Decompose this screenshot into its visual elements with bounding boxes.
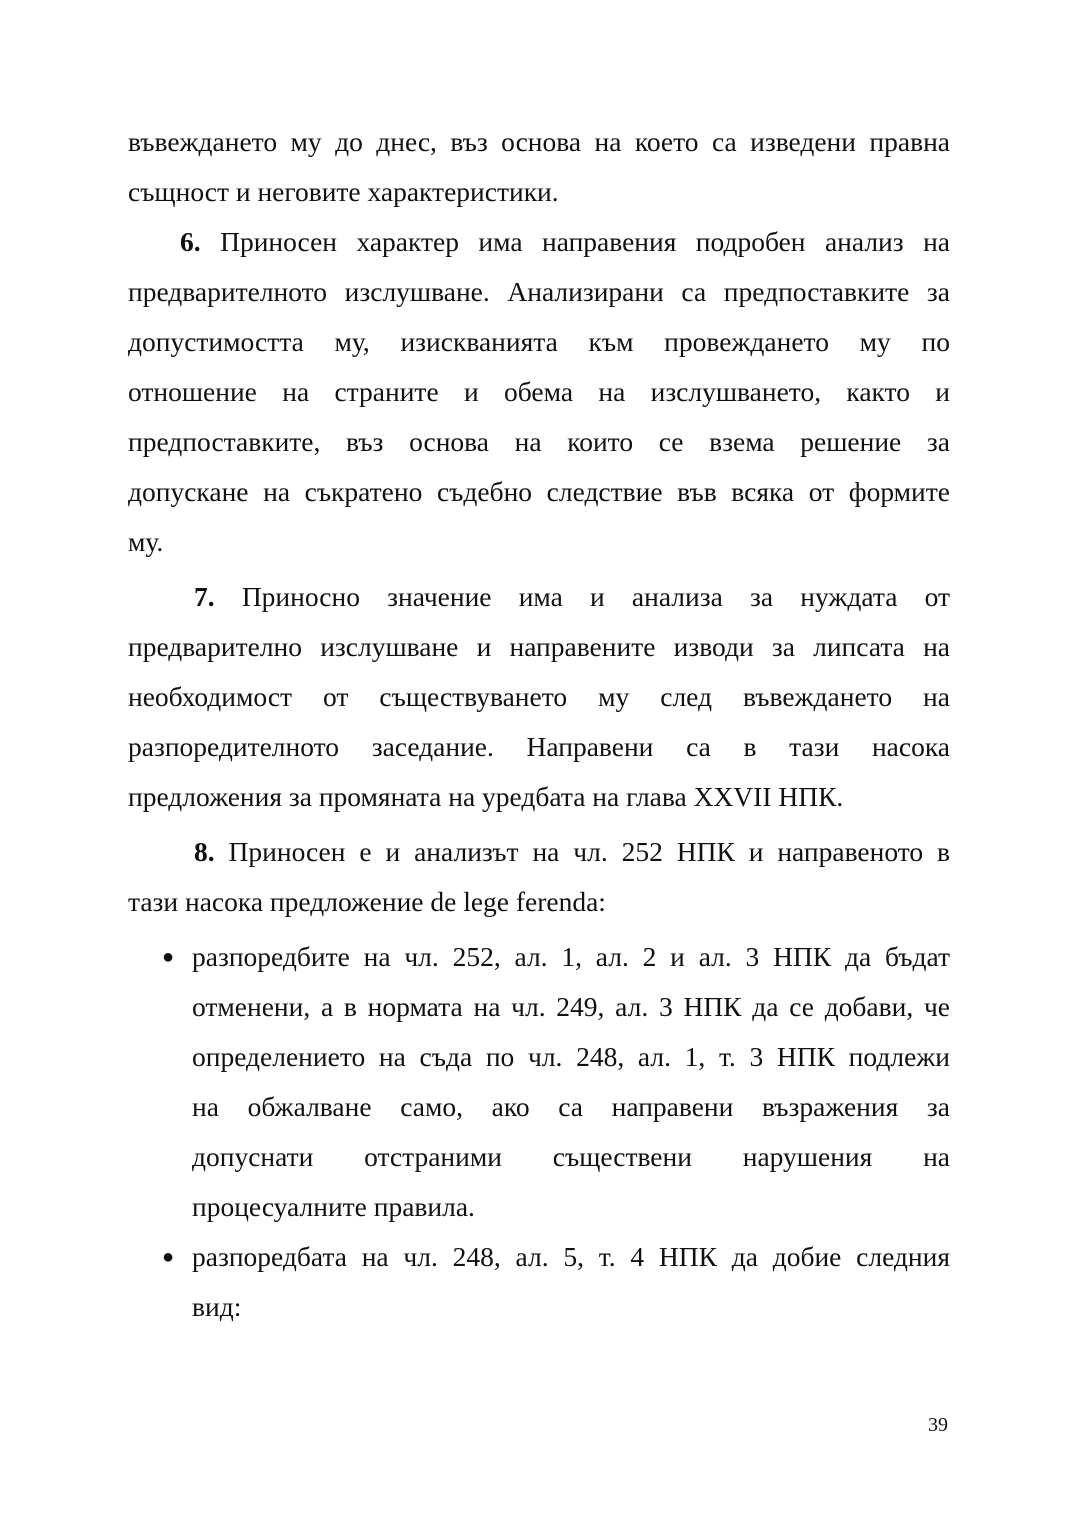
text-line: разпоредбата на чл. 248, ал. 5, т. 4 НПК да добие следния — [192, 1241, 950, 1272]
text-line: отношение на страните и обема на изслушването, както и — [128, 376, 950, 407]
text-line: допустимостта му, изискванията към провеждането му по — [128, 326, 950, 357]
item-number: 7. — [194, 581, 215, 612]
bullet-list-item — [128, 1232, 950, 1332]
text-line: вид: — [192, 1291, 242, 1322]
text-line — [128, 217, 950, 267]
text-line — [128, 572, 950, 622]
text-line: допускане на съкратено съдебно следствие във всяка от формите — [128, 476, 950, 507]
text-line: предварителното изслушване. Анализирани са предпоставките за — [128, 276, 950, 307]
contribution-item-6 — [128, 217, 950, 567]
text-line: на обжалване само, ако са направени възражения за — [192, 1091, 950, 1122]
text-line: предпоставките, въз основа на които се взема решение за — [128, 426, 950, 457]
text-line: определението на съда по чл. 248, ал. 1, т. 3 НПК подлежи — [192, 1041, 950, 1072]
text-line: процесуалните правила. — [192, 1191, 475, 1222]
contribution-item-8 — [128, 827, 950, 927]
text-line: въвеждането му до днес, въз основа на което са изведени правна — [128, 126, 950, 157]
item-number: 6. — [180, 226, 201, 257]
document-page — [128, 117, 950, 1332]
item-text: Приносен характер има направения подробен анализ на — [220, 226, 951, 257]
item-text: Приносно значение има и анализа за нуждата от — [241, 581, 950, 612]
contribution-item-7 — [128, 572, 950, 822]
item-number: 8. — [194, 836, 215, 867]
text-line: му. — [128, 526, 164, 557]
page-number: 39 — [928, 1414, 948, 1436]
text-line: тази насока предложение de lege ferenda: — [128, 886, 606, 917]
intro-paragraph — [128, 117, 950, 217]
text-line: предложения за промяната на уредбата на глава XXVII НПК. — [128, 781, 844, 812]
bullet-icon: ● — [162, 1246, 175, 1268]
text-line: допуснати отстраними съществени нарушения на — [192, 1141, 950, 1172]
text-line: предварително изслушване и направените изводи за липсата на — [128, 631, 950, 662]
item-text: Приносен е и анализът на чл. 252 НПК и направеното в — [228, 836, 950, 867]
text-line: необходимост от съществуването му след въвеждането на — [128, 681, 950, 712]
text-line: същност и неговите характеристики. — [128, 176, 559, 207]
text-line: разпоредбите на чл. 252, ал. 1, ал. 2 и ал. 3 НПК да бъдат — [192, 941, 950, 972]
text-line: разпоредителното заседание. Направени са в тази насока — [128, 731, 950, 762]
text-line: отменени, а в нормата на чл. 249, ал. 3 НПК да се добави, че — [192, 991, 950, 1022]
text-line — [128, 827, 950, 877]
bullet-list-item — [128, 932, 950, 1232]
bullet-icon: ● — [162, 946, 175, 968]
